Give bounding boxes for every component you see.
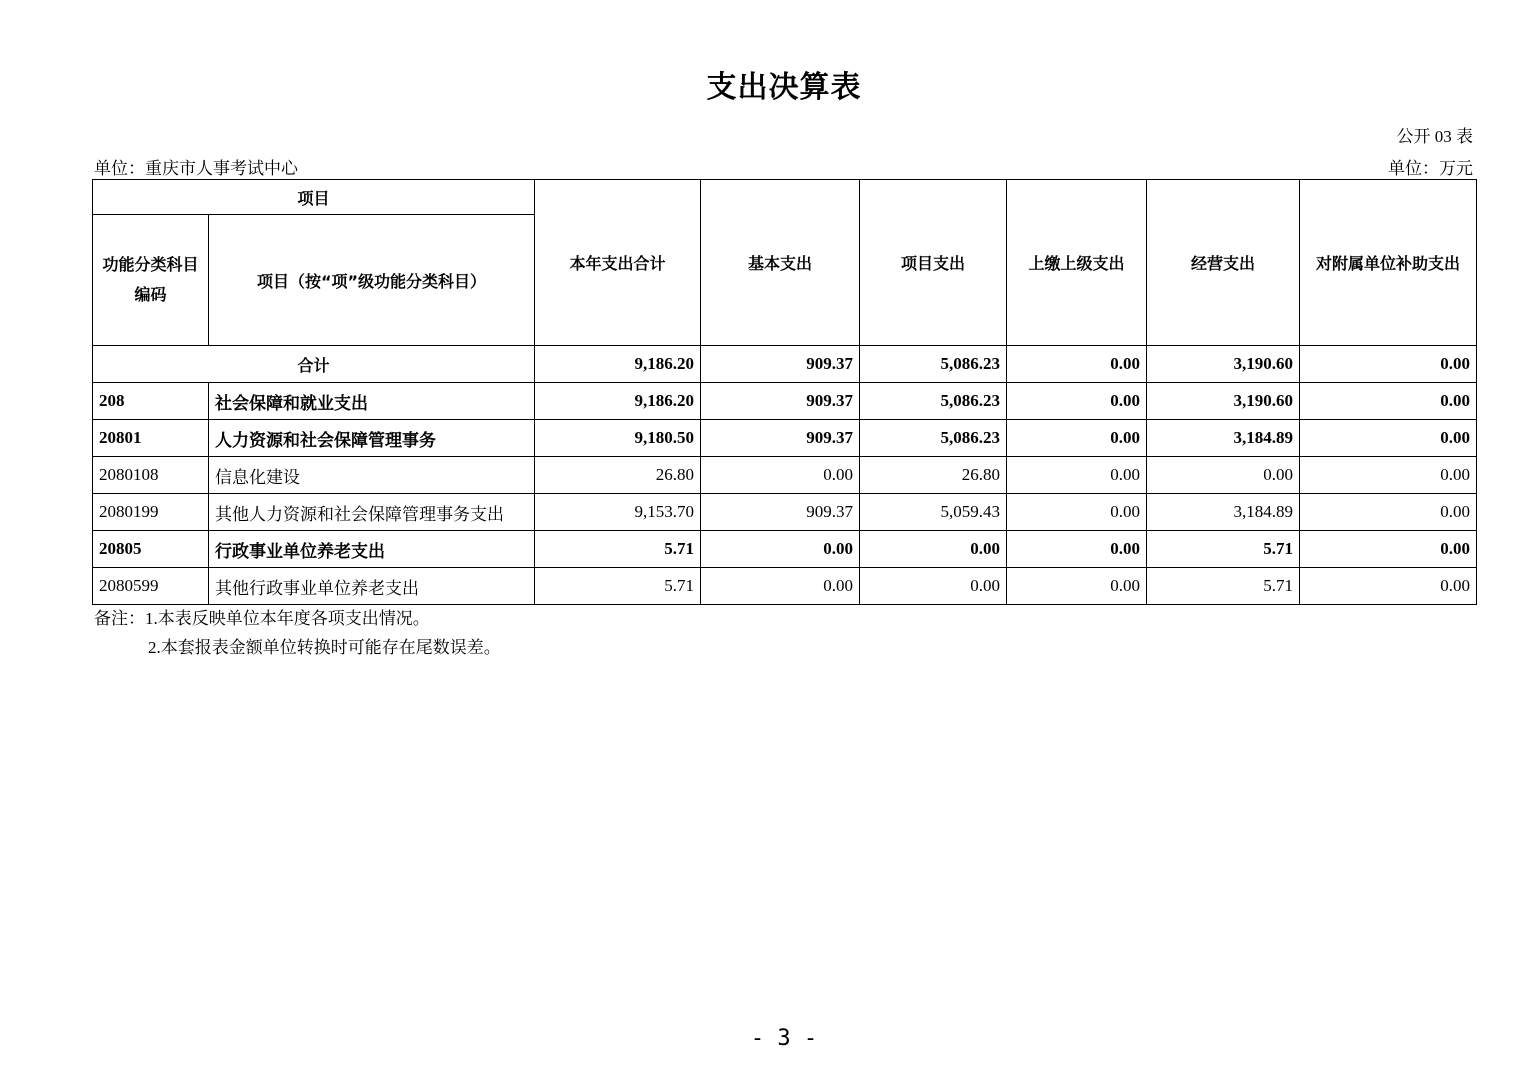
cell-name: 人力资源和社会保障管理事务 — [209, 420, 535, 457]
cell-business: 5.71 — [1147, 568, 1300, 605]
cell-code: 208 — [93, 383, 209, 420]
cell-basic: 909.37 — [701, 420, 860, 457]
cell-upper: 0.00 — [1007, 383, 1147, 420]
cell-code: 2080199 — [93, 494, 209, 531]
cell-subsidy: 0.00 — [1300, 346, 1477, 383]
cell-total: 9,153.70 — [535, 494, 701, 531]
cell-project: 26.80 — [860, 457, 1007, 494]
cell-basic: 0.00 — [701, 457, 860, 494]
total-label: 合计 — [93, 346, 535, 383]
form-number: 公开 03 表 — [1396, 127, 1473, 146]
page-title: 支出决算表 — [706, 70, 862, 105]
table-row — [93, 383, 1477, 420]
cell-basic: 0.00 — [701, 568, 860, 605]
cell-business: 0.00 — [1147, 457, 1300, 494]
cell-business: 3,190.60 — [1147, 346, 1300, 383]
cell-project: 5,059.43 — [860, 494, 1007, 531]
reporting-unit: 单位：重庆市人事考试中心 — [94, 159, 298, 178]
header-upper: 上缴上级支出 — [1007, 180, 1147, 346]
cell-upper: 0.00 — [1007, 568, 1147, 605]
expenditure-table — [92, 179, 1477, 605]
table-row — [93, 531, 1477, 568]
cell-upper: 0.00 — [1007, 531, 1147, 568]
cell-business: 3,184.89 — [1147, 494, 1300, 531]
cell-upper: 0.00 — [1007, 346, 1147, 383]
cell-project: 0.00 — [860, 531, 1007, 568]
cell-subsidy: 0.00 — [1300, 494, 1477, 531]
cell-total: 9,186.20 — [535, 383, 701, 420]
header-project: 项目支出 — [860, 180, 1007, 346]
total-row — [93, 346, 1477, 383]
cell-subsidy: 0.00 — [1300, 420, 1477, 457]
cell-code: 20801 — [93, 420, 209, 457]
notes — [94, 604, 501, 662]
header-total: 本年支出合计 — [535, 180, 701, 346]
header-item-group: 项目 — [93, 180, 535, 215]
cell-code: 20805 — [93, 531, 209, 568]
header-subsidy: 对附属单位补助支出 — [1300, 180, 1477, 346]
cell-subsidy: 0.00 — [1300, 457, 1477, 494]
cell-total: 9,180.50 — [535, 420, 701, 457]
cell-name: 其他行政事业单位养老支出 — [209, 568, 535, 605]
cell-code: 2080108 — [93, 457, 209, 494]
cell-business: 3,184.89 — [1147, 420, 1300, 457]
note-line-1: 备注：1.本表反映单位本年度各项支出情况。 — [94, 609, 430, 628]
cell-subsidy: 0.00 — [1300, 568, 1477, 605]
header-name: 项目（按“项”级功能分类科目） — [209, 215, 535, 346]
cell-business: 3,190.60 — [1147, 383, 1300, 420]
table-row — [93, 568, 1477, 605]
cell-upper: 0.00 — [1007, 457, 1147, 494]
cell-project: 5,086.23 — [860, 420, 1007, 457]
currency-unit: 单位：万元 — [1388, 159, 1473, 178]
cell-project: 5,086.23 — [860, 383, 1007, 420]
cell-total: 26.80 — [535, 457, 701, 494]
header-business: 经营支出 — [1147, 180, 1300, 346]
page-number: - 3 - — [750, 1026, 818, 1051]
cell-code: 2080599 — [93, 568, 209, 605]
cell-project: 5,086.23 — [860, 346, 1007, 383]
cell-project: 0.00 — [860, 568, 1007, 605]
cell-total: 5.71 — [535, 531, 701, 568]
cell-basic: 909.37 — [701, 494, 860, 531]
cell-upper: 0.00 — [1007, 420, 1147, 457]
cell-name: 其他人力资源和社会保障管理事务支出 — [209, 494, 535, 531]
header-code: 功能分类科目编码 — [93, 215, 209, 346]
table-row — [93, 494, 1477, 531]
cell-name: 行政事业单位养老支出 — [209, 531, 535, 568]
cell-basic: 0.00 — [701, 531, 860, 568]
cell-subsidy: 0.00 — [1300, 531, 1477, 568]
note-line-2: 2.本套报表金额单位转换时可能存在尾数误差。 — [148, 638, 501, 657]
cell-basic: 909.37 — [701, 383, 860, 420]
cell-upper: 0.00 — [1007, 494, 1147, 531]
cell-business: 5.71 — [1147, 531, 1300, 568]
cell-total: 5.71 — [535, 568, 701, 605]
cell-total: 9,186.20 — [535, 346, 701, 383]
header-basic: 基本支出 — [701, 180, 860, 346]
cell-subsidy: 0.00 — [1300, 383, 1477, 420]
cell-basic: 909.37 — [701, 346, 860, 383]
table-row — [93, 420, 1477, 457]
table-row — [93, 457, 1477, 494]
cell-name: 社会保障和就业支出 — [209, 383, 535, 420]
cell-name: 信息化建设 — [209, 457, 535, 494]
